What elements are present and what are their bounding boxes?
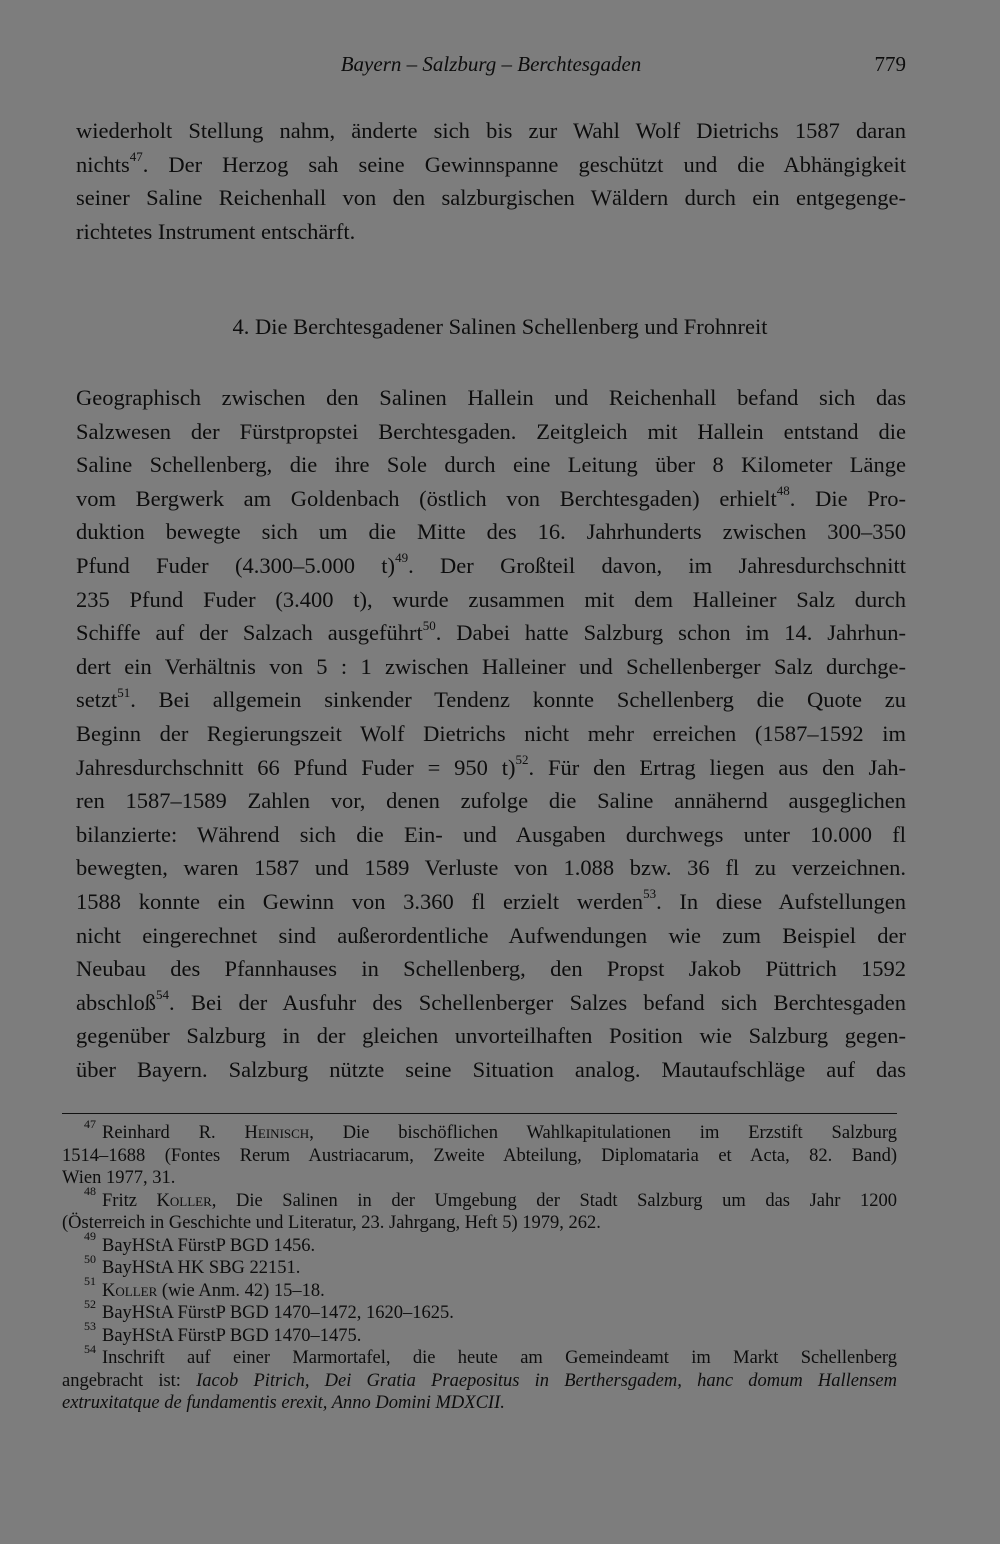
section-heading: 4. Die Berchtesgadener Salinen Schellenberg und Frohnreit — [232, 314, 768, 339]
footnote-number: 51 — [84, 1274, 96, 1289]
footnote-ref-48[interactable]: 48 — [776, 483, 790, 499]
footnote-number: 54 — [84, 1341, 96, 1356]
text-line: Beginn der Regierungszeit Wolf Dietrichs nicht mehr erreichen (1587–1592 im — [76, 720, 906, 746]
text-line: nichts$^{47}$. Der Herzog sah seine Gewinnspanne geschützt und die Abhängigkeit — [76, 149, 906, 177]
footnote-52: $^{52}$ BayHStA FürstP BGD 1470–1472, 1620–1625. — [84, 1296, 454, 1323]
text-line: Geographisch zwischen den Salinen Hallein und Reichenhall befand sich das — [76, 385, 906, 410]
footnote-53: $^{53}$ BayHStA FürstP BGD 1470–1475. — [84, 1319, 362, 1346]
text-line: 1588 konnte ein Gewinn von 3.360 fl erzielt werden$^{53}$. In diese Aufstellungen — [76, 886, 906, 914]
footnote-number: 49 — [84, 1229, 96, 1244]
footnote-47: $^{47}$ Reinhard R. Heinisch, Die bischöflichen Wahlkapitulationen im Erzstift Salzburg 1514–1688 (Fontes Rerum Austriacarum, Zweite Abteilung, Diplomataria et Acta, 82. Band) Wien 1977, 31. — [62, 1116, 897, 1188]
text-line: nicht eingerechnet sind außerordentliche Aufwendungen wie zum Beispiel der — [76, 922, 906, 948]
text-line: abschloß$^{54}$. Bei der Ausfuhr des Schellenberger Salzes befand sich Berchtesgaden — [76, 987, 906, 1015]
text-line: Salzwesen der Fürstpropstei Berchtesgaden. Zeitgleich mit Hallein entstand die — [76, 418, 906, 444]
text-line: 235 Pfund Fuder (3.400 t), wurde zusammen mit dem Halleiner Salz durch — [76, 586, 906, 612]
text-line: seiner Saline Reichenhall von den salzburgischen Wäldern durch ein entgegenge- — [76, 185, 906, 211]
footnote-51: $^{51}$ Koller (wie Anm. 42) 15–18. — [84, 1274, 325, 1301]
footnote-50: $^{50}$ BayHStA HK SBG 22151. — [84, 1251, 301, 1278]
footnote-number: 47 — [84, 1116, 96, 1131]
text-line: Pfund Fuder (4.300–5.000 t)$^{49}$. Der Großteil davon, im Jahresdurchschnitt — [76, 550, 906, 578]
running-header — [76, 52, 906, 86]
footnote-ref-52[interactable]: 52 — [515, 752, 529, 768]
footnote-ref-47[interactable]: 47 — [129, 149, 143, 165]
footnote-ref-54[interactable]: 54 — [155, 987, 169, 1003]
footnotes — [62, 1116, 897, 1415]
text-line: ren 1587–1589 Zahlen vor, denen zufolge die Saline annähernd ausgeglichen — [76, 788, 906, 814]
page-number: 779 — [874, 52, 906, 76]
text-line: gegenüber Salzburg in der gleichen unvorteilhaften Position wie Salzburg gegen- — [76, 1023, 906, 1049]
footnote-54: $^{54}$ Inschrift auf einer Marmortafel, die heute am Gemeindeamt im Markt Schellenberg angebracht ist: Iacob Pitrich, Dei Gratia Praepositus in Berthersgadem, hanc domum Hallensem extruxitatque de fundamentis erexit, Anno Domini MDXCII. — [62, 1341, 897, 1413]
text-line: wiederholt Stellung nahm, änderte sich bis zur Wahl Wolf Dietrichs 1587 daran — [76, 118, 906, 143]
footnote-ref-51[interactable]: 51 — [117, 684, 131, 700]
text-line: Jahresdurchschnitt 66 Pfund Fuder = 950 t)$^{52}$. Für den Ertrag liegen aus den Jah- — [76, 752, 906, 780]
footnote-divider — [62, 1113, 897, 1114]
text-line: richtetes Instrument entschärft. — [76, 218, 356, 244]
text-line: vom Bergwerk am Goldenbach (östlich von Berchtesgaden) erhielt$^{48}$. Die Pro- — [76, 483, 906, 511]
text-line: dert ein Verhältnis von 5 : 1 zwischen Halleiner und Schellenberger Salz durchge- — [76, 653, 906, 679]
footnote-number: 50 — [84, 1251, 96, 1266]
footnote-ref-49[interactable]: 49 — [395, 550, 409, 566]
footnote-number: 52 — [84, 1296, 96, 1311]
footnote-49: $^{49}$ BayHStA FürstP BGD 1456. — [84, 1229, 316, 1256]
footnote-ref-53[interactable]: 53 — [643, 886, 657, 902]
footnote-ref-50[interactable]: 50 — [422, 617, 436, 633]
text-line: bewegten, waren 1587 und 1589 Verluste von 1.088 bzw. 36 fl zu verzeichnen. — [76, 855, 906, 881]
text-line: Saline Schellenberg, die ihre Sole durch eine Leitung über 8 Kilometer Länge — [76, 452, 906, 478]
footnote-number: 53 — [84, 1319, 96, 1334]
text-line: über Bayern. Salzburg nützte seine Situation analog. Mautaufschläge auf das — [76, 1056, 906, 1082]
text-line: duktion bewegte sich um die Mitte des 16. Jahrhunderts zwischen 300–350 — [76, 519, 906, 545]
running-title: Bayern – Salzburg – Berchtesgaden — [340, 52, 642, 76]
text-line: Schiffe auf der Salzach ausgeführt$^{50}$. Dabei hatte Salzburg schon im 14. Jahrhun- — [76, 617, 907, 646]
text-line: setzt$^{51}$. Bei allgemein sinkender Tendenz konnte Schellenberg die Quote zu — [76, 684, 906, 713]
footnote-48: $^{48}$ Fritz Koller, Die Salinen in der Umgebung der Stadt Salzburg um das Jahr 1200 (Österreich in Geschichte und Literatur, 23. Jahrgang, Heft 5) 1979, 262. — [62, 1184, 897, 1233]
text-line: bilanzierte: Während sich die Ein- und Ausgaben durchwegs unter 10.000 fl — [76, 821, 906, 847]
paragraph-2 — [76, 381, 906, 1086]
footnote-number: 48 — [84, 1184, 96, 1199]
text-line: Neubau des Pfannhauses in Schellenberg, den Propst Jakob Püttrich 1592 — [76, 956, 906, 982]
paragraph-1 — [76, 114, 906, 248]
